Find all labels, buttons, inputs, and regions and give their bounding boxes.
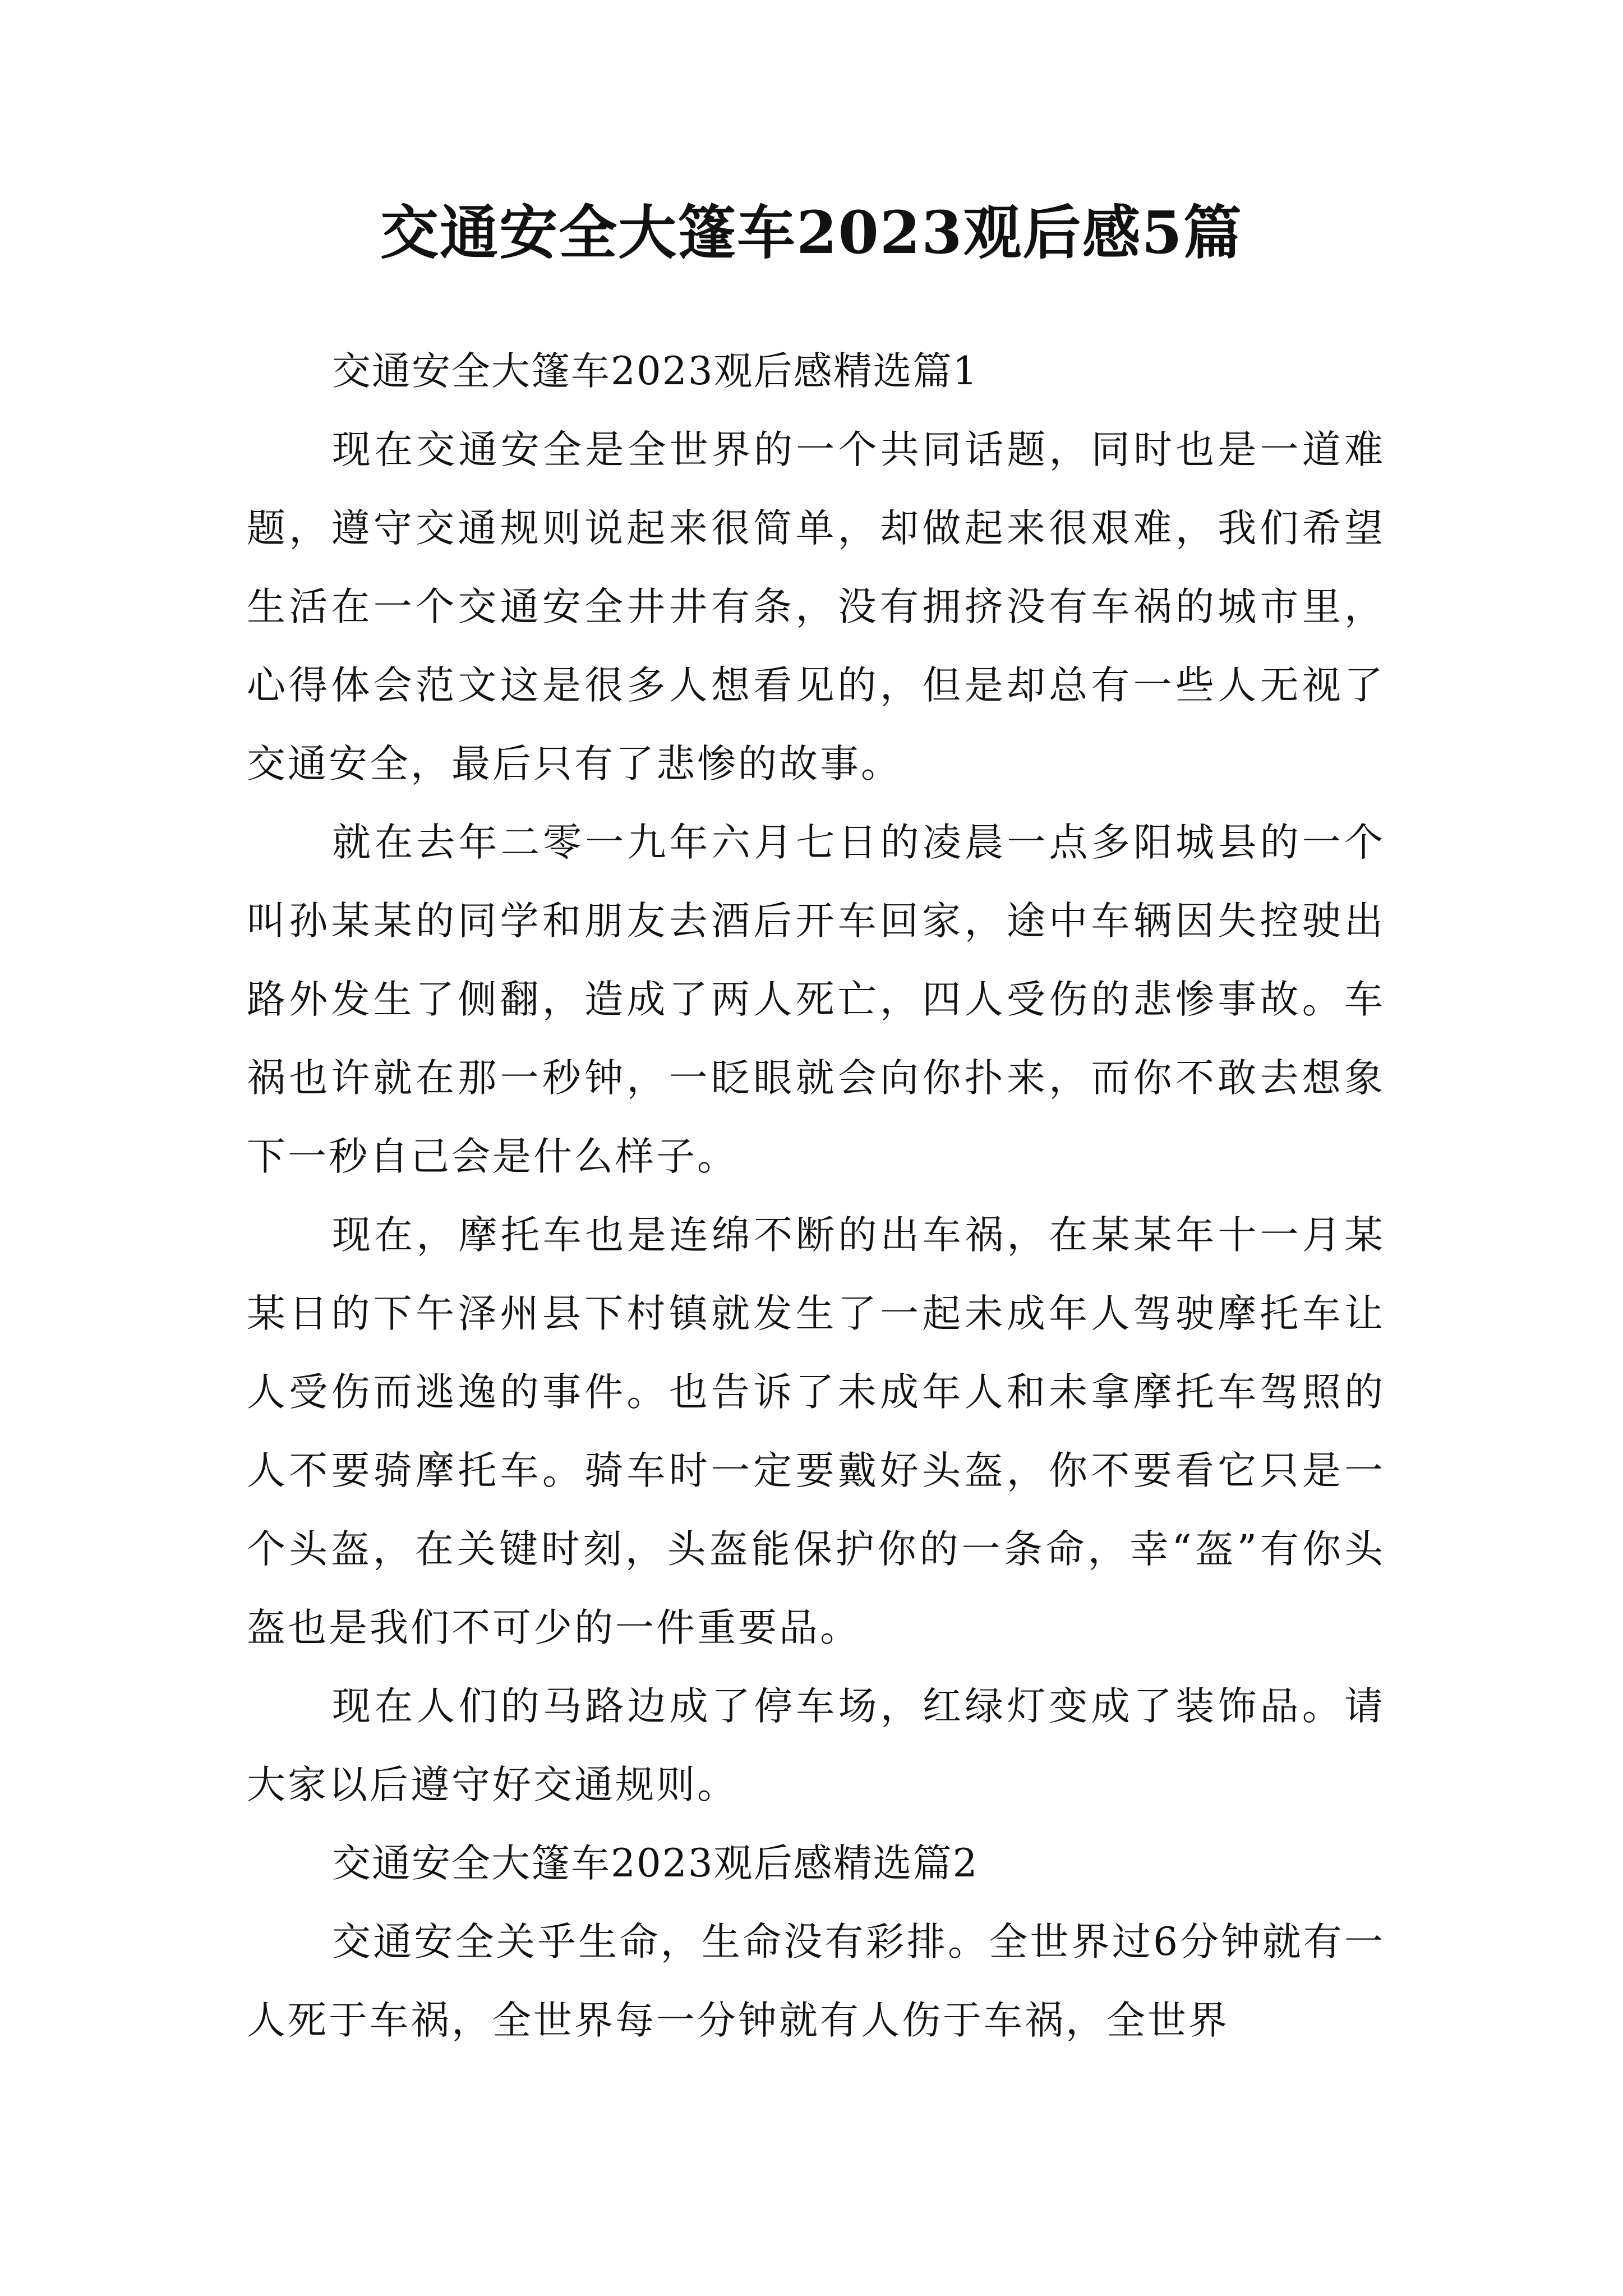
paragraph: 现在，摩托车也是连绵不断的出车祸，在某某年十一月某某日的下午泽州县下村镇就发生了一起未成年人驾驶摩托车让人受伤而逃逸的事件。也告诉了未成年人和未拿摩托车驾照的人不要骑摩托车。骑车时一定要戴好头盔，你不要看它只是一个头盔，在关键时刻，头盔能保护你的一条命，幸“盔”有你头盔也是我们不可少的一件重要品。: [247, 1213, 1385, 1650]
section-heading: 交通安全大篷车2023观后感精选篇1: [332, 349, 979, 394]
section-heading: 交通安全大篷车2023观后感精选篇2: [332, 1841, 979, 1886]
paragraph: 就在去年二零一九年六月七日的凌晨一点多阳城县的一个叫孙某某的同学和朋友去酒后开车回家，途中车辆因失控驶出路外发生了侧翻，造成了两人死亡，四人受伤的悲惨事故。车祸也许就在那一秒钟，一眨眼就会向你扑来，而你不敢去想象下一秒自己会是什么样子。: [247, 820, 1385, 1179]
document-body: [247, 332, 1385, 2060]
paragraph: 现在交通安全是全世界的一个共同话题，同时也是一道难题，遵守交通规则说起来很简单，却做起来很艰难，我们希望生活在一个交通安全井井有条，没有拥挤没有车祸的城市里，心得体会范文这是很多人想看见的，但是却总有一些人无视了交通安全，最后只有了悲惨的故事。: [247, 427, 1385, 786]
paragraph: 现在人们的马路边成了停车场，红绿灯变成了装饰品。请大家以后遵守好交通规则。: [247, 1684, 1385, 1807]
paragraph: 交通安全关乎生命，生命没有彩排。全世界过6分钟就有一人死于车祸，全世界每一分钟就有人伤于车祸，全世界: [247, 1920, 1385, 2043]
document-title: 交通安全大篷车2023观后感5篇: [380, 198, 1243, 267]
